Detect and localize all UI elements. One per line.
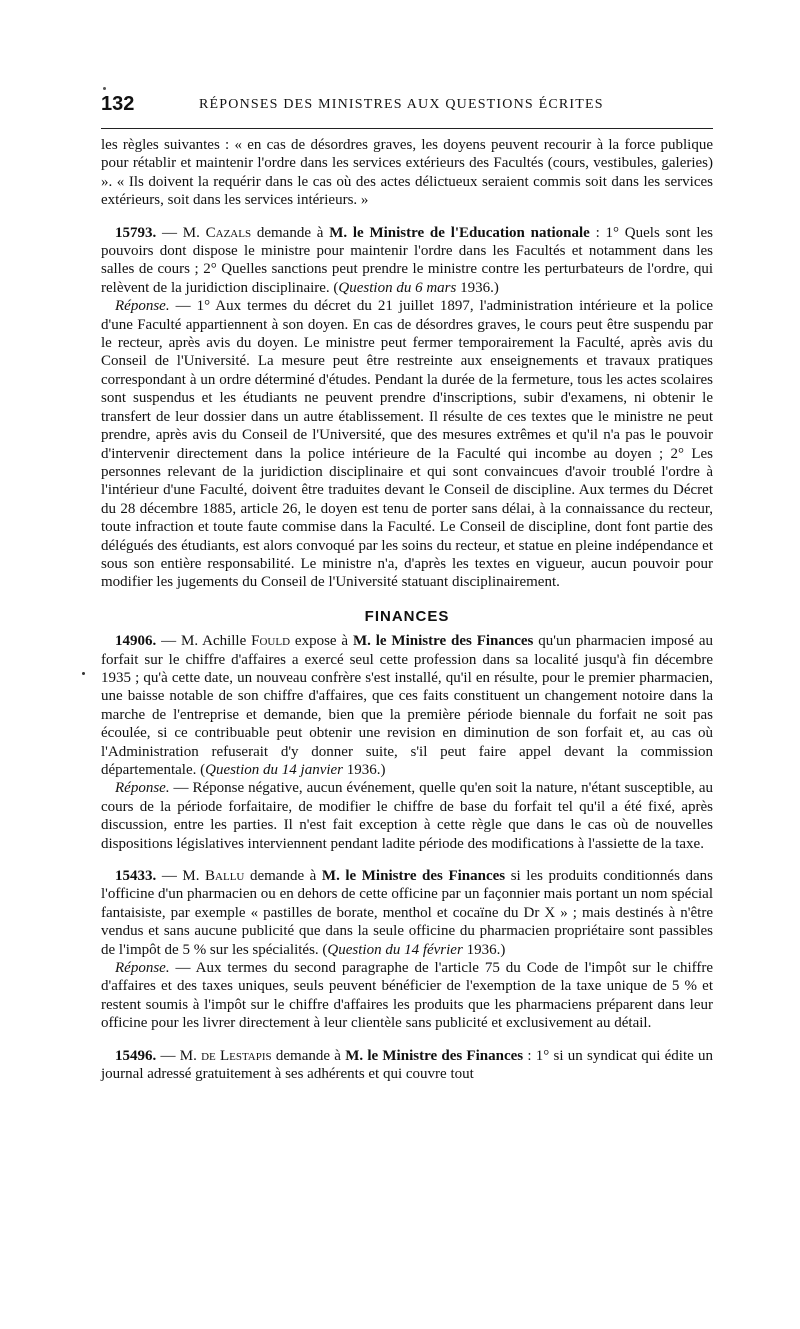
deputy-name: Ballu bbox=[205, 868, 245, 885]
question-verb: expose à bbox=[290, 633, 353, 650]
question-verb: demande à bbox=[244, 868, 322, 885]
minister-name: M. le Ministre des Finances bbox=[345, 1047, 524, 1064]
deputy-name: Fould bbox=[251, 633, 291, 650]
question-number: 15433. bbox=[115, 868, 157, 885]
question-date: Question du 14 février bbox=[327, 941, 463, 958]
reply-14906 bbox=[101, 779, 713, 853]
question-dash: — M. Achille bbox=[156, 633, 252, 650]
question-year: 1936.) bbox=[456, 279, 499, 296]
reply-text: — Réponse négative, aucun événement, quelle qu'en soit la nature, n'étant susceptible, au cours de la période forfaitaire, de modifier le chiffre de base du forfait tel qu'il a été fixé, après discussion, entre les parties. Il n'est fait exception à cette règle que dans le cas où de nouvelles dispositions législatives interviennent pendant ladite période des modifications à l'assiette de la taxe. bbox=[101, 780, 713, 852]
question-dash: — M. bbox=[156, 224, 206, 241]
question-text: : 1° Quels sont les pouvoirs dont dispose le ministre pour maintenir l'ordre dans les Facultés et notamment dans les salles de cours ; 2° Quelles sanctions peut prendre le ministre contre les perturbateurs de l'ordre, qui relèvent de la juridiction disciplinaire. ( bbox=[101, 224, 713, 296]
question-number: 15496. bbox=[115, 1047, 157, 1064]
margin-mark bbox=[82, 672, 85, 675]
question-date: Question du 6 mars bbox=[338, 279, 457, 296]
reply-label: Réponse. bbox=[115, 780, 170, 797]
ink-dot bbox=[103, 87, 106, 90]
question-number: 14906. bbox=[115, 633, 157, 650]
minister-name: M. le Ministre de l'Education nationale bbox=[329, 224, 590, 241]
reply-text: — Aux termes du second paragraphe de l'article 75 du Code de l'impôt sur le chiffre d'affaires et des taxes uniques, seuls peuvent bénéficier de l'exemption de la taxe unique de 5 % et restent soumis à l'impôt sur le chiffre d'affaires les produits que les pharmaciens préparent dans leur officine pour les livrer directement à leur clientèle sans publicité et exclusivement au détail. bbox=[101, 960, 713, 1032]
question-verb: demande à bbox=[271, 1047, 346, 1064]
intro-paragraph: les règles suivantes : « en cas de désordres graves, les doyens peuvent recourir à la force publique pour rétablir et maintenir l'ordre dans les services extérieurs des Facultés (cours, vestibules, galeries) ». « Ils doivent la requérir dans le cas où des actes délictueux seraient commis soit dans les services extérieurs, soit dans les services intérieurs. » bbox=[101, 137, 713, 209]
reply-15793 bbox=[101, 297, 713, 592]
section-title: FINANCES bbox=[364, 607, 450, 625]
header-rule bbox=[101, 128, 713, 129]
page-number: 132 bbox=[101, 93, 135, 115]
question-dash: — M. bbox=[156, 868, 206, 885]
question-year: 1936.) bbox=[343, 762, 386, 778]
page-body bbox=[101, 136, 713, 1084]
question-year: 1936.) bbox=[462, 941, 506, 958]
reply-15433 bbox=[101, 959, 713, 1033]
question-15433 bbox=[101, 867, 713, 959]
question-text: qu'un pharmacien imposé au forfait sur le chiffre d'affaires a exercé seul cette profession dans sa localité jusqu'à fin décembre 1935 ; qu'à cette date, un nouveau confrère s'est installé, qu'il en résulte, pour le premier pharmacien, une baisse notable de son chiffre d'affaires, que ces faits constituent un changement notoire dans la marche de l'entreprise et demande, bien que la première période biennale du forfait ne soit pas écoulée, si ce contribuable peut obtenir une revision en diminution de son forfait et, au cas où l'Administration refuserait d'y donner suite, s'il peut faire appel devant la commission départementale. ( bbox=[101, 633, 714, 778]
reply-text: — 1° Aux termes du décret du 21 juillet 1897, l'administration intérieure et la police d'une Faculté appartiennent à son doyen. En cas de désordres graves, le cours peut être suspendu par le recteur, après avis du doyen. Le ministre peut fermer temporairement la Faculté, après avis du Conseil de l'Université. La mesure peut être restreinte aux enseignements et travaux pratiques correspondant à un ordre déterminé d'études. Pendant la durée de la fermeture, tous les actes scolaires sont suspendus et les étudiants ne peuvent prendre d'inscriptions, subir d'examens, ni obtenir le transfert de leur dossier dans un autre établissement. Il résulte de ces textes que le ministre ne peut prendre, après avis du Conseil de l'Université, que des mesures extrêmes et qu'il n'a pas le pouvoir d'intervenir directement dans la police intérieure de la Faculté qui incombe au doyen ; 2° Les personnes relevant de la juridiction disciplinaire et qui sont convaincues d'avoir troublé l'ordre à l'intérieur d'une Faculté, doivent être traduites devant le Conseil de discipline. Aux termes du Décret du 28 décembre 1885, article 26, le doyen est tenu de porter sans délai, à la connaissance du recteur, toute infraction et toute faute commise dans la Faculté. Le Conseil de discipline, dont font partie des délégués des étudiants, est alors convoqué par les soins du recteur, et statue en pleine indépendance et sous son entière responsabilité. Le ministre n'a, d'après les textes en vigueur, aucun pouvoir pour modifier les jugements du Conseil de l'Université statuant disciplinairement. bbox=[101, 298, 713, 591]
question-15793 bbox=[101, 224, 713, 298]
question-15496 bbox=[101, 1047, 713, 1084]
deputy-name: Cazals bbox=[205, 224, 252, 241]
running-title: RÉPONSES DES MINISTRES AUX QUESTIONS ÉCRITES bbox=[199, 97, 604, 112]
minister-name: M. le Ministre des Finances bbox=[321, 868, 506, 885]
question-text: : 1° si un syndicat qui édite un journal adressé gratuitement à ses adhérents et qui couvre tout bbox=[101, 1047, 714, 1083]
minister-name: M. le Ministre des Finances bbox=[352, 633, 534, 650]
reply-label: Réponse. bbox=[115, 960, 170, 977]
question-verb: demande à bbox=[251, 224, 330, 241]
page-header bbox=[101, 92, 713, 120]
question-date: Question du 14 janvier bbox=[205, 762, 344, 778]
deputy-name: de Lestapis bbox=[201, 1047, 272, 1064]
question-14906 bbox=[101, 632, 713, 779]
question-number: 15793. bbox=[115, 224, 157, 241]
reply-label: Réponse. bbox=[115, 298, 170, 315]
question-text: si les produits conditionnés dans l'officine d'un pharmacien ou en dehors de cette officine par un façonnier mais portant un nom spécial fantaisiste, par exemple « pastilles de borate, menthol et cocaïne du Dr X » ; mais destinés à n'être vendus et sans aucune publicité que dans la seule officine du pharmacien propriétaire sont passibles de l'impôt de 5 % sur les spécialités. ( bbox=[101, 868, 713, 958]
question-dash: — M. bbox=[156, 1047, 202, 1064]
